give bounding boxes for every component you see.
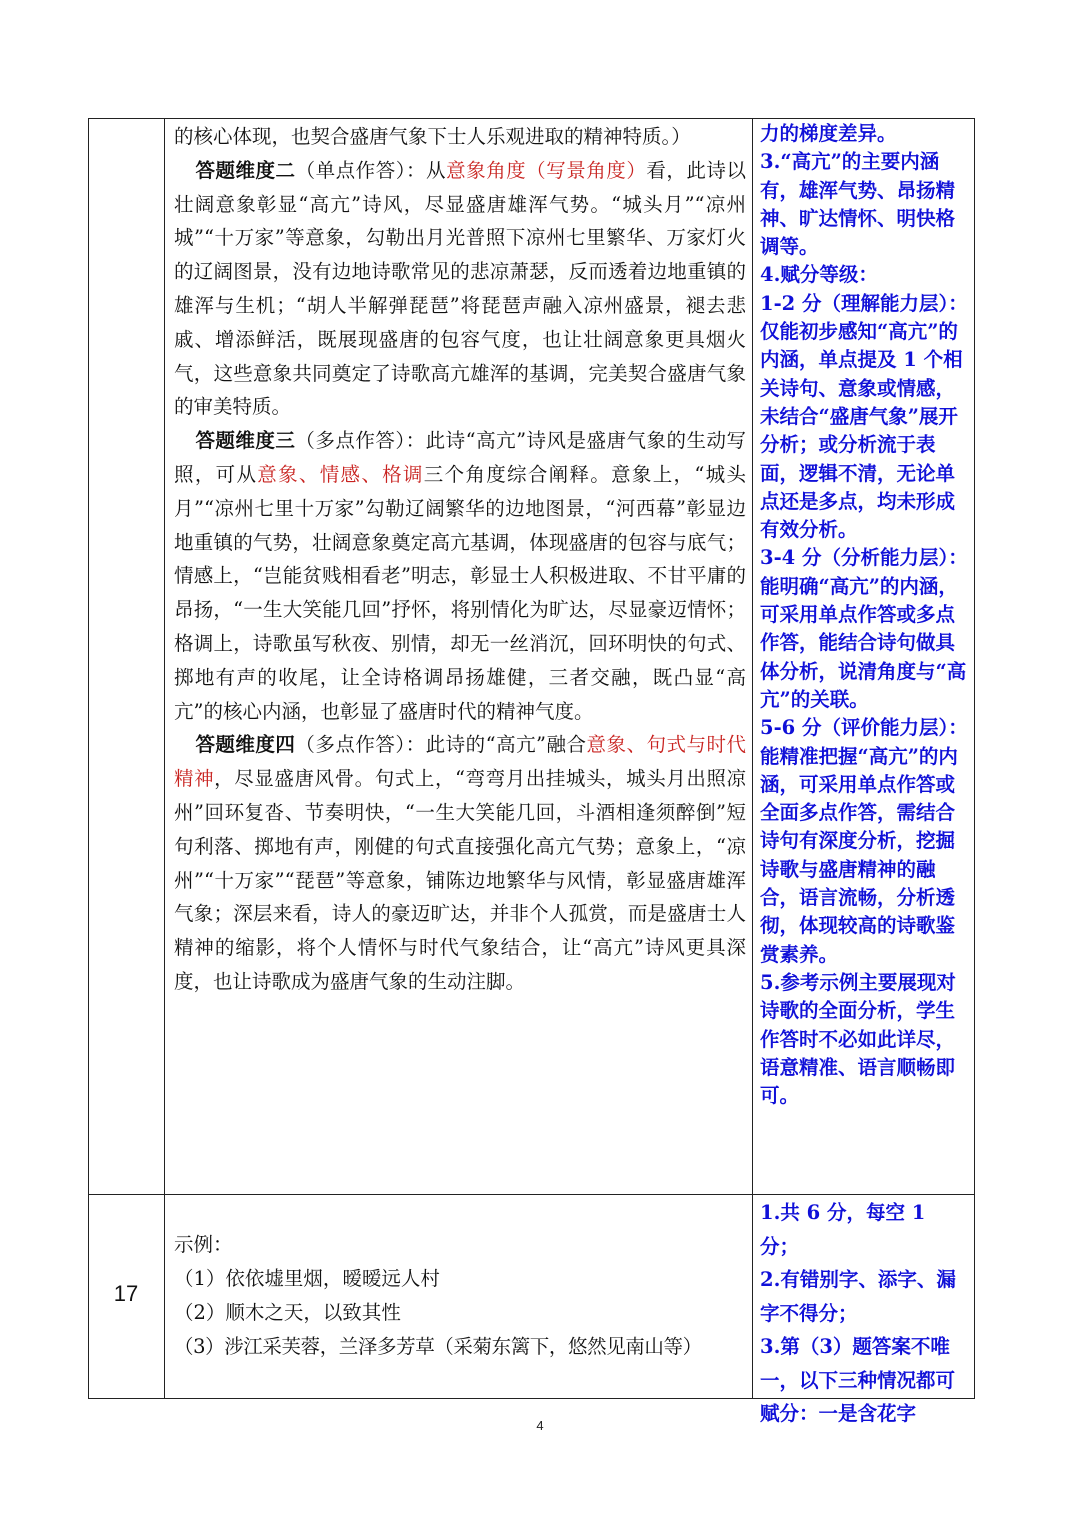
dimension-two-label: 答题维度二 xyxy=(195,158,296,182)
dimension-four-label: 答题维度四 xyxy=(195,733,296,757)
dimension-three-label: 答题维度三 xyxy=(195,429,296,453)
scoring-item: 力的梯度差异。 xyxy=(760,122,897,145)
scoring-item: 5.参考示例主要展现对诗歌的全面分析，学生作答时不必如此详尽，语意精准、语言顺畅即可。 xyxy=(760,970,956,1108)
scoring-item: 1.共 6 分，每空 1 分； xyxy=(760,1201,926,1258)
dimension-four xyxy=(174,728,746,998)
dimension-three-text: 三个角度综合阐释。意象上，“城头月”“凉州七里十万家”勾勒辽阔繁华的边地图景，“河西幕”彰显边地重镇的气势，壮阔意象奠定高亢基调，体现盛唐的包容与底气；情感上，“岂能贫贱相看老”明志，彰显士人积极进取、不甘平庸的昂扬，“一生大笑能几回”抒怀，将别情化为旷达，尽显豪迈情怀；格调上，诗歌虽写秋夜、别情，却无一丝消沉，回环明快的句式、掷地有声的收尾，让全诗格调昂扬雄健，三者交融，既凸显“高亢”的核心内涵，也彰显了盛唐时代的精神气度。 xyxy=(174,462,746,723)
row-divider xyxy=(89,1194,974,1195)
column-divider-scoring xyxy=(752,119,753,1398)
scoring-item: 3.“高亢”的主要内涵有，雄浑气势、昂扬精神、旷达情怀、明快格调等。 xyxy=(760,150,956,259)
dimension-two-text: 看，此诗以壮阔意象彰显“高亢”诗风，尽显盛唐雄浑气势。“城头月”“凉州城”“十万家”等意象，勾勒出月光普照下凉州七里繁华、万家灯火的辽阔图景，没有边地诗歌常见的悲凉萧瑟，反而透着边地重镇的雄浑与生机；“胡人半解弹琵琶”将琵琶声融入凉州盛景，褪去悲戚、增添鲜活，既展现盛唐的包容气度，也让壮阔意象更具烟火气，这些意象共同奠定了诗歌高亢雄浑的基调，完美契合盛唐气象的审美特质。 xyxy=(174,158,746,419)
scoring-item: 4.赋分等级： xyxy=(760,263,878,287)
column-divider-number xyxy=(164,119,165,1398)
question-number: 17 xyxy=(113,1281,139,1306)
dimension-four-text: ，尽显盛唐风骨。句式上，“弯弯月出挂城头，城头月出照凉州”回环复沓、节奏明快，“一生大笑能几回，斗酒相逢须醉倒”短句利落、掷地有声，刚健的句式直接强化高亢气势；意象上，“凉州”“十万家”“琵琶”等意象，铺陈边地繁华与风情，彰显盛唐雄浑气象；深层来看，诗人的豪迈旷达，并非个人孤赏，而是盛唐士人精神的缩影，将个人情怀与时代气象结合，让“高亢”诗风更具深度，也让诗歌成为盛唐气象的生动注脚。 xyxy=(174,767,746,993)
scoring-item: 3.第（3）题答案不唯一，以下三种情况都可赋分：一是含花字 xyxy=(760,1335,956,1425)
dimension-four-highlight: 意象、句式与时代精神 xyxy=(174,733,746,791)
dimension-two xyxy=(174,154,746,424)
dimension-three xyxy=(174,424,746,728)
intro-tail: 的核心体现，也契合盛唐气象下士人乐观进取的精神特质。） xyxy=(174,125,691,148)
answer-line: （1）依依墟里烟，暧暧远人村 xyxy=(174,1267,440,1290)
answer-line: （2）顺木之天，以致其性 xyxy=(174,1301,401,1324)
row17-scoring xyxy=(760,1196,968,1431)
answer-line: 示例： xyxy=(174,1233,233,1256)
dimension-two-highlight: 意象角度（写景角度） xyxy=(446,158,647,182)
scoring-item: 3-4 分（分析能力层）：能明确“高亢”的内涵，可采用单点作答或多点作答，能结合诗句做具体分析，说清角度与“高亢”的关联。 xyxy=(760,546,968,711)
page-number: 4 xyxy=(536,1418,544,1433)
dimension-four-paren: （多点作答）：此诗的“高亢”融合 xyxy=(295,733,587,757)
answer-line: （3）涉江采芙蓉，兰泽多芳草（采菊东篱下，悠然见南山等） xyxy=(174,1335,702,1358)
row17-answers xyxy=(174,1228,746,1364)
scoring-item: 2.有错别字、添字、漏字不得分； xyxy=(760,1268,956,1325)
dimension-three-highlight: 意象、情感、格调 xyxy=(257,462,424,486)
scoring-item: 1-2 分（理解能力层）：仅能初步感知“高亢”的内涵，单点提及 1 个相关诗句、意象或情感，未结合“盛唐气象”展开分析；或分析流于表面，逻辑不清，无论单点还是多点，均未形成有效分析。 xyxy=(760,291,968,542)
dimension-three-paren: （多点作答）：此诗“高亢”诗风是盛唐气象的生动写照，可从 xyxy=(174,429,746,486)
scoring-guide xyxy=(760,120,968,1110)
dimension-two-paren: （单点作答）：从 xyxy=(295,158,447,182)
scoring-item: 5-6 分（评价能力层）：能精准把握“高亢”的内涵，可采用单点作答或全面多点作答，需结合诗句有深度分析，挖掘诗歌与盛唐精神的融合，语言流畅，分析透彻，体现较高的诗歌鉴赏素养。 xyxy=(760,716,968,966)
answer-dimensions-text xyxy=(174,120,746,999)
